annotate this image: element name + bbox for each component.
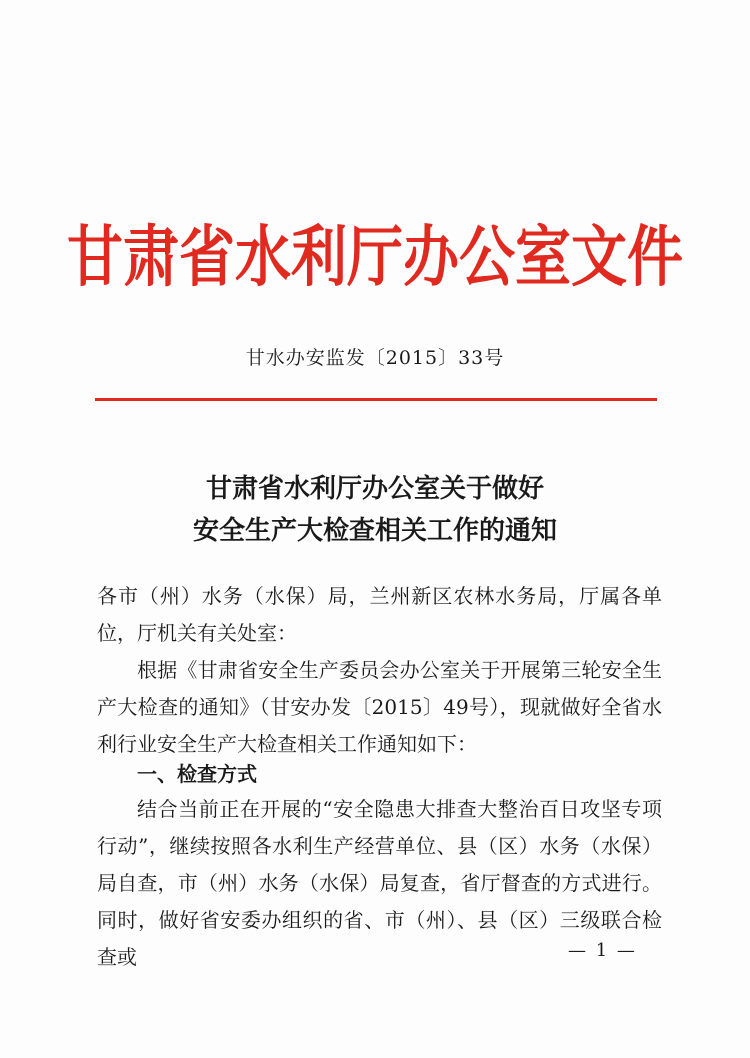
page-number: — 1 — xyxy=(568,940,637,961)
paragraph-intro: 根据《甘肃省安全生产委员会办公室关于开展第三轮安全生产大检查的通知》（甘安办发〔2015〕49号），现就做好全省水利行业安全生产大检查相关工作通知如下： xyxy=(97,658,662,756)
document-number: 甘水办安监发〔2015〕33号 xyxy=(245,347,505,369)
red-divider-line xyxy=(95,398,657,401)
addressee: 各市（州）水务（水保）局，兰州新区农林水务局，厅属各单位，厅机关有关处室： xyxy=(97,584,662,645)
notice-title-line-1: 甘肃省水利厅办公室关于做好 xyxy=(205,474,544,504)
issuing-authority-header: 甘肃省水利厅办公室文件 xyxy=(67,219,683,296)
paragraph-inspection-method: 结合当前正在开展的“安全隐患大排查大整治百日攻坚专项行动”，继续按照各水利生产经营单位、县（区）水务（水保）局自查，市（州）水务（水保）局复查，省厅督查的方式进行。同时，做好省安委办组织的省、市（州）、县（区）三级联合检查或 xyxy=(97,797,662,969)
section-heading-inspection-method: 一、检查方式 xyxy=(137,762,257,786)
notice-title-line-2: 安全生产大检查相关工作的通知 xyxy=(192,516,557,546)
